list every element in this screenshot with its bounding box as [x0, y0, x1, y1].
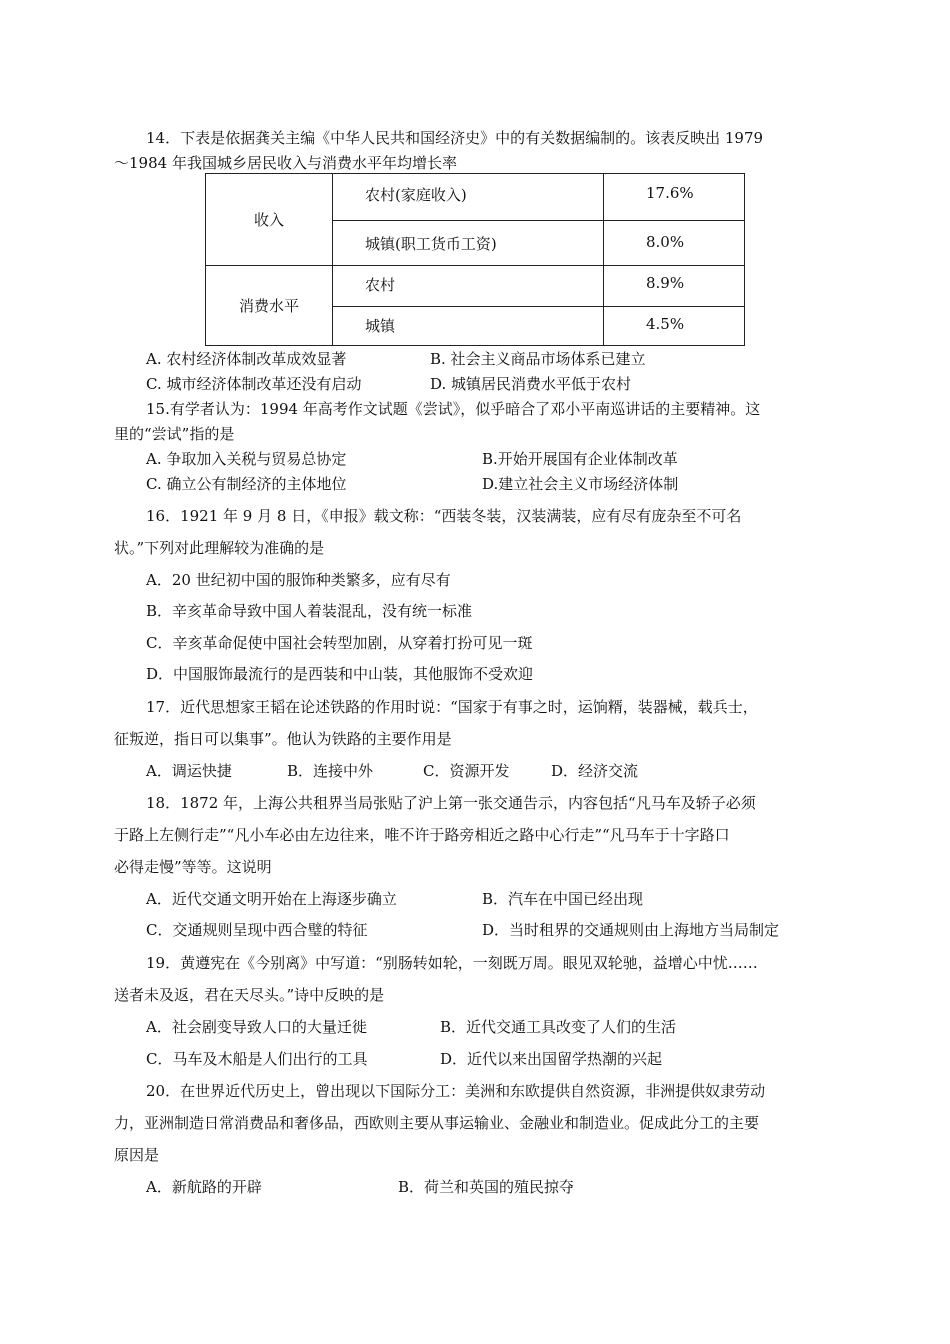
q16-option-c: C．辛亥革命促使中国社会转型加剧，从穿着打扮可见一斑 — [146, 634, 533, 652]
table-cell-value: 4.5% — [604, 307, 745, 346]
q19-stem-line1: 19．黄遵宪在《今别离》中写道：“别肠转如轮，一刻既万周。眼见双轮驰，益增心中忧…… — [146, 954, 758, 972]
table-cell-value: 17.6% — [604, 174, 745, 221]
q15-stem-line1: 15.有学者认为：1994 年高考作文试题《尝试》，似乎暗合了邓小平南巡讲话的主要精神。这 — [146, 400, 761, 418]
q19-stem-line2: 送者未及返，君在天尽头。”诗中反映的是 — [114, 986, 385, 1004]
q15-option-c: C. 确立公有制经济的主体地位 — [146, 475, 347, 493]
q17-option-b: B．连接中外 — [287, 762, 374, 780]
q19-option-c: C．马车及木船是人们出行的工具 — [146, 1050, 368, 1068]
q20-stem-line1: 20．在世界近代历史上，曾出现以下国际分工：美洲和东欧提供自然资源，非洲提供奴隶劳动 — [146, 1082, 766, 1100]
consumption-group-label: 消费水平 — [206, 266, 333, 346]
q16-option-a: A．20 世纪初中国的服饰种类繁多，应有尽有 — [146, 571, 451, 589]
income-group-label: 收入 — [206, 174, 333, 266]
table-cell-category: 城镇(职工货币工资) — [333, 221, 604, 266]
q18-option-d: D．当时租界的交通规则由上海地方当局制定 — [482, 921, 780, 939]
q15-option-a: A. 争取加入关税与贸易总协定 — [146, 450, 347, 468]
q19-option-a: A．社会剧变导致人口的大量迁徙 — [146, 1018, 367, 1036]
table-row — [206, 174, 745, 221]
q14-option-b: B. 社会主义商品市场体系已建立 — [430, 350, 646, 368]
q17-option-c: C．资源开发 — [423, 762, 510, 780]
q14-option-a: A. 农村经济体制改革成效显著 — [146, 350, 347, 368]
q20-option-a: A．新航路的开辟 — [146, 1178, 262, 1196]
q18-stem-line3: 必得走慢”等等。这说明 — [114, 858, 272, 876]
q16-stem-line2: 状。”下列对此理解较为准确的是 — [114, 539, 325, 557]
q19-option-d: D．近代以来出国留学热潮的兴起 — [440, 1050, 663, 1068]
q15-stem-line2: 里的“尝试”指的是 — [114, 425, 235, 443]
q18-stem-line1: 18．1872 年，上海公共租界当局张贴了沪上第一张交通告示，内容包括“凡马车及轿子必须 — [146, 794, 756, 812]
q18-option-c: C．交通规则呈现中西合璧的特征 — [146, 921, 368, 939]
q20-option-b: B．荷兰和英国的殖民掠夺 — [398, 1178, 575, 1196]
q14-stem-line2: ～1984 年我国城乡居民收入与消费水平年均增长率 — [114, 154, 457, 172]
q18-option-b: B．汽车在中国已经出现 — [482, 890, 644, 908]
q20-stem-line3: 原因是 — [114, 1146, 160, 1164]
table-cell-category: 农村 — [333, 266, 604, 307]
q14-data-table — [205, 173, 745, 346]
q14-option-d: D. 城镇居民消费水平低于农村 — [430, 375, 632, 393]
q20-stem-line2: 力，亚洲制造日常消费品和奢侈品，西欧则主要从事运输业、金融业和制造业。促成此分工的主要 — [114, 1114, 760, 1132]
q18-option-a: A．近代交通文明开始在上海逐步确立 — [146, 890, 397, 908]
table-cell-value: 8.0% — [604, 221, 745, 266]
q16-option-d: D．中国服饰最流行的是西装和中山装，其他服饰不受欢迎 — [146, 665, 534, 683]
q17-option-d: D．经济交流 — [551, 762, 639, 780]
q16-stem-line1: 16．1921 年 9 月 8 日，《申报》载文称：“西装冬装，汉装满装，应有尽有庞杂至不可名 — [146, 507, 742, 525]
q17-stem-line1: 17．近代思想家王韬在论述铁路的作用时说：“国家于有事之时，运饷糈，装器械，载兵士， — [146, 698, 758, 716]
q15-option-b: B.开始开展国有企业体制改革 — [482, 450, 678, 468]
table-row — [206, 266, 745, 307]
q17-stem-line2: 征叛逆，指日可以集事”。他认为铁路的主要作用是 — [114, 730, 452, 748]
q14-stem-line1: 14．下表是依据龚关主编《中华人民共和国经济史》中的有关数据编制的。该表反映出 1979 — [146, 129, 764, 147]
q18-stem-line2: 于路上左侧行走”“凡小车必由左边往来，唯不许于路旁相近之路中心行走”“凡马车于十字路口 — [114, 826, 730, 844]
q16-option-b: B．辛亥革命导致中国人着装混乱，没有统一标准 — [146, 602, 473, 620]
table-cell-category: 农村(家庭收入) — [333, 174, 604, 221]
table-cell-category: 城镇 — [333, 307, 604, 346]
q19-option-b: B．近代交通工具改变了人们的生活 — [440, 1018, 677, 1036]
table-cell-value: 8.9% — [604, 266, 745, 307]
q17-option-a: A．调运快捷 — [146, 762, 232, 780]
q14-option-c: C. 城市经济体制改革还没有启动 — [146, 375, 362, 393]
q15-option-d: D.建立社会主义市场经济体制 — [482, 475, 679, 493]
